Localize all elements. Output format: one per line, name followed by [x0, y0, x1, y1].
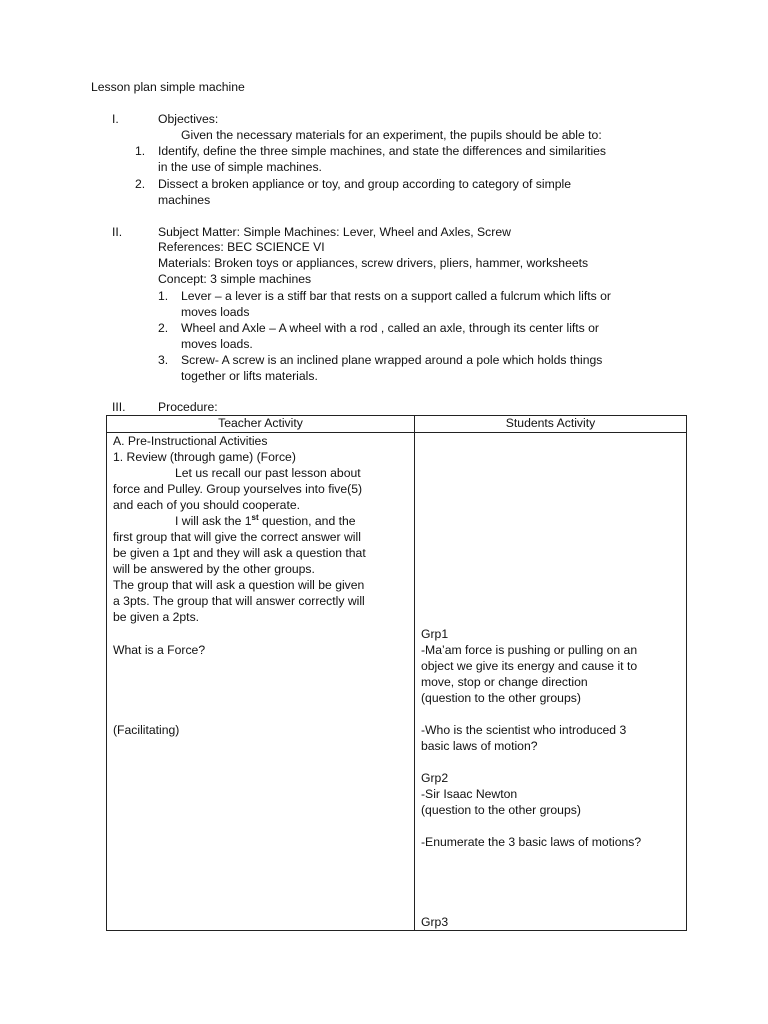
teacher-question: What is a Force?: [113, 643, 206, 657]
student-line: -Ma’am force is pushing or pulling on an: [421, 643, 638, 657]
student-line: (question to the other groups): [421, 691, 581, 705]
teacher-line-part: I will ask the 1: [175, 514, 252, 528]
section-numeral-procedure: III.: [112, 400, 126, 414]
student-line: -Enumerate the 3 basic laws of motions?: [421, 835, 642, 849]
column-header-teacher: Teacher Activity: [107, 416, 415, 433]
objective-number: 2.: [135, 177, 146, 191]
teacher-note: (Facilitating): [113, 723, 180, 737]
concept-text-line: Lever – a lever is a stiff bar that rests on a support called a fulcrum which lifts or: [181, 289, 611, 303]
document-title: Lesson plan simple machine: [91, 80, 245, 94]
concept-number: 2.: [158, 321, 169, 335]
table-row: [107, 433, 687, 931]
objective-text-line: in the use of simple machines.: [158, 160, 322, 174]
concept-number: 3.: [158, 353, 169, 367]
objectives-heading: Objectives:: [158, 112, 219, 126]
teacher-line: 1. Review (through game) (Force): [113, 450, 296, 464]
procedure-table: [106, 415, 687, 931]
section-numeral-subject-matter: II.: [112, 225, 123, 239]
student-line: -Sir Isaac Newton: [421, 787, 518, 801]
student-line: object we give its energy and cause it to: [421, 659, 638, 673]
student-line: (question to the other groups): [421, 803, 581, 817]
concept-text-line: Screw- A screw is an inclined plane wrapped around a pole which holds things: [181, 353, 603, 367]
concept-text-line: moves loads: [181, 305, 250, 319]
column-header-students: Students Activity: [415, 416, 687, 433]
students-activity-cell: [415, 433, 687, 931]
section-numeral-objectives: I.: [112, 112, 119, 126]
group-label: Grp3: [421, 915, 449, 929]
student-line: basic laws of motion?: [421, 739, 538, 753]
concept-number: 1.: [158, 289, 169, 303]
objective-text-line: machines: [158, 193, 211, 207]
teacher-line: A. Pre-Instructional Activities: [113, 434, 268, 448]
objective-text-line: Dissect a broken appliance or toy, and group according to category of simple: [158, 177, 572, 191]
teacher-line: The group that will ask a question will be given: [113, 578, 365, 592]
group-label: Grp2: [421, 771, 449, 785]
teacher-line: will be answered by the other groups.: [113, 562, 315, 576]
materials-line: Materials: Broken toys or appliances, screw drivers, pliers, hammer, worksheets: [158, 256, 589, 270]
objective-number: 1.: [135, 144, 146, 158]
concept-text-line: together or lifts materials.: [181, 369, 318, 383]
group-label: Grp1: [421, 627, 449, 641]
teacher-activity-cell: [107, 433, 415, 931]
subject-matter-line: Subject Matter: Simple Machines: Lever, Wheel and Axles, Screw: [158, 225, 511, 239]
teacher-line: Let us recall our past lesson about: [175, 466, 361, 480]
teacher-line: [175, 513, 356, 529]
objectives-intro: Given the necessary materials for an experiment, the pupils should be able to:: [181, 128, 602, 142]
teacher-line-part: question, and the: [258, 514, 356, 528]
teacher-line: be given a 2pts.: [113, 610, 200, 624]
ordinal-superscript: st: [251, 513, 259, 522]
procedure-heading: Procedure:: [158, 400, 218, 414]
concept-text-line: Wheel and Axle – A wheel with a rod , called an axle, through its center lifts or: [181, 321, 599, 335]
concept-text-line: moves loads.: [181, 337, 253, 351]
student-line: -Who is the scientist who introduced 3: [421, 723, 627, 737]
teacher-line: first group that will give the correct answer will: [113, 530, 361, 544]
concept-line: Concept: 3 simple machines: [158, 272, 312, 286]
teacher-line: a 3pts. The group that will answer correctly will: [113, 594, 365, 608]
teacher-line: and each of you should cooperate.: [113, 498, 301, 512]
student-line: move, stop or change direction: [421, 675, 588, 689]
references-line: References: BEC SCIENCE VI: [158, 240, 325, 254]
table-header-row: [107, 416, 687, 433]
teacher-line: force and Pulley. Group yourselves into five(5): [113, 482, 363, 496]
teacher-line: be given a 1pt and they will ask a question that: [113, 546, 366, 560]
objective-text-line: Identify, define the three simple machines, and state the differences and similarities: [158, 144, 607, 158]
